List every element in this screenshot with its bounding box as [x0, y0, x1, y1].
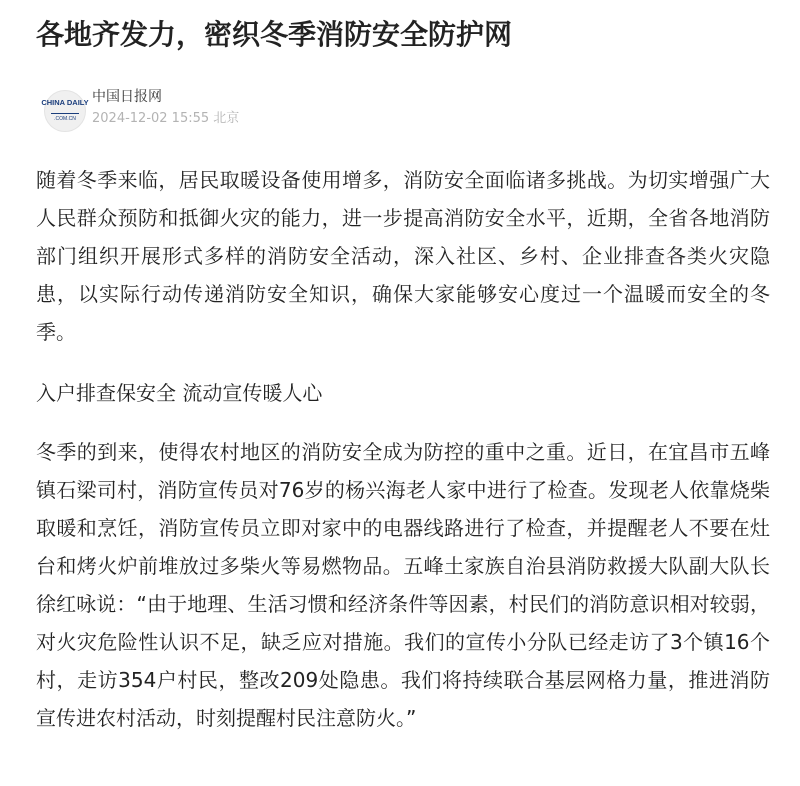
source-logo[interactable]	[41, 90, 89, 132]
article-paragraph: 随着冬季来临，居民取暖设备使用增多，消防安全面临诸多挑战。为切实增强广大人民群众预防和抵御火灾的能力，进一步提高消防安全水平，近期，全省各地消防部门组织开展形式多样的消防安全活动，深入社区、乡村、企业排查各类火灾隐患，以实际行动传递消防安全知识，确保大家能够安心度过一个温暖而安全的冬季。	[36, 168, 770, 344]
article-title: 各地齐发力，密织冬季消防安全防护网	[36, 18, 513, 51]
logo-text-line1: CHINA DAILY	[41, 98, 89, 107]
source-name[interactable]: 中国日报网	[92, 89, 162, 105]
article-meta	[36, 82, 776, 142]
article-paragraph: 冬季的到来，使得农村地区的消防安全成为防控的重中之重。近日，在宜昌市五峰镇石梁司村，消防宣传员对76岁的杨兴海老人家中进行了检查。发现老人依靠烧柴取暖和烹饪，消防宣传员立即对家中的电器线路进行了检查，并提醒老人不要在灶台和烤火炉前堆放过多柴火等易燃物品。五峰土家族自治县消防救援大队副大队长徐红咏说：“由于地理、生活习惯和经济条件等因素，村民们的消防意识相对较弱，对火灾危险性认识不足，缺乏应对措施。我们的宣传小分队已经走访了3个镇16个村，走访354户村民，整改209处隐患。我们将持续联合基层网格力量，推进消防宣传进农村活动，时刻提醒村民注意防火。”	[36, 440, 770, 730]
article-subheading: 入户排查保安全 流动宣传暖人心	[36, 381, 323, 405]
logo-text-line2: .COM.CN	[54, 116, 76, 122]
publish-timestamp: 2024-12-02 15:55 北京	[92, 111, 240, 126]
china-daily-logo-icon	[41, 91, 89, 131]
logo-divider	[51, 113, 79, 114]
